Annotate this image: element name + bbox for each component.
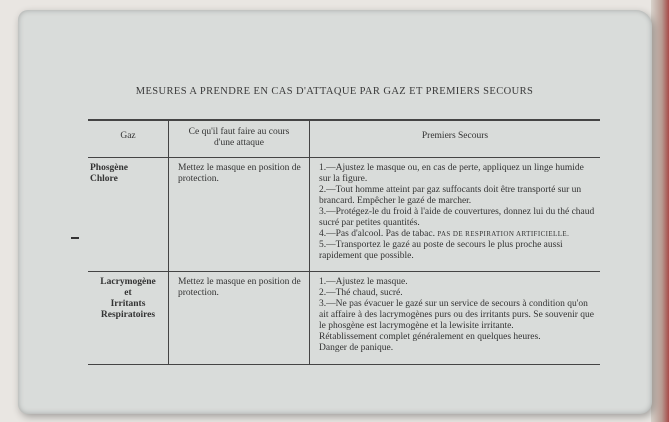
list-item-smallcaps: PAS DE RESPIRATION ARTIFICIELLE. xyxy=(437,230,570,238)
action-row2: Mettez le masque en position de protection. xyxy=(178,277,301,298)
list-item: Rétablissement complet généralement en quelques heures. xyxy=(319,332,541,342)
gas-table xyxy=(88,119,600,365)
rule-header xyxy=(88,157,600,158)
secours-list-row2 xyxy=(319,277,595,354)
list-item: 1.—Ajustez le masque. xyxy=(319,277,408,287)
list-item: 5.—Transportez le gazé au poste de secours le plus proche aussi rapidement que possible. xyxy=(319,240,563,261)
list-item: 2.—Thé chaud, sucré. xyxy=(319,288,403,298)
secours-list-row1 xyxy=(319,163,595,262)
rule-col-1 xyxy=(168,119,169,365)
header-gaz: Gaz xyxy=(120,131,136,141)
gas-line: et xyxy=(124,288,132,298)
gas-line: Irritants xyxy=(110,299,146,309)
gas-name-row2 xyxy=(90,277,166,321)
list-item: 2.—Tout homme atteint par gaz suffocants doit être transporté sur un brancard. Empêcher le gazé de marcher. xyxy=(319,185,582,206)
list-item-text: 4.—Pas d'alcool. Pas de tabac. xyxy=(319,229,435,239)
header-secours: Premiers Secours xyxy=(421,131,489,141)
margin-mark xyxy=(71,237,79,239)
rule-row xyxy=(88,271,600,272)
list-item: 3.—Protégez-le du froid à l'aide de couvertures, donnez lui du thé chaud sucré par petites quantités. xyxy=(319,207,595,228)
list-item: 3.—Ne pas évacuer le gazé sur un service de secours à condition qu'on ait affaire à des lacrymogènes purs ou des irritants purs. Se souvenir que le phosgène est lacrymogène et la lewisite irritante. xyxy=(319,299,594,331)
header-action: Ce qu'il faut faire au cours d'une attaque xyxy=(188,127,290,148)
list-item xyxy=(319,229,595,240)
action-row1: Mettez le masque en position de protection. xyxy=(178,163,301,184)
rule-bottom xyxy=(88,364,600,365)
rule-top xyxy=(88,119,600,121)
gas-line: Respiratoires xyxy=(100,310,156,320)
gas-line: Phosgène xyxy=(90,163,128,173)
list-item: 1.—Ajustez le masque ou, en cas de perte, appliquez un linge humide sur la figure. xyxy=(319,163,584,184)
page-title: MESURES A PRENDRE EN CAS D'ATTAQUE PAR GAZ ET PREMIERS SECOURS xyxy=(135,86,534,97)
gas-name-row1 xyxy=(90,163,166,185)
list-item: Danger de panique. xyxy=(319,343,394,353)
page-edge xyxy=(651,0,669,422)
gas-line: Lacrymogène xyxy=(100,277,156,287)
rule-col-2 xyxy=(309,119,310,365)
gas-line: Chlore xyxy=(90,174,118,184)
